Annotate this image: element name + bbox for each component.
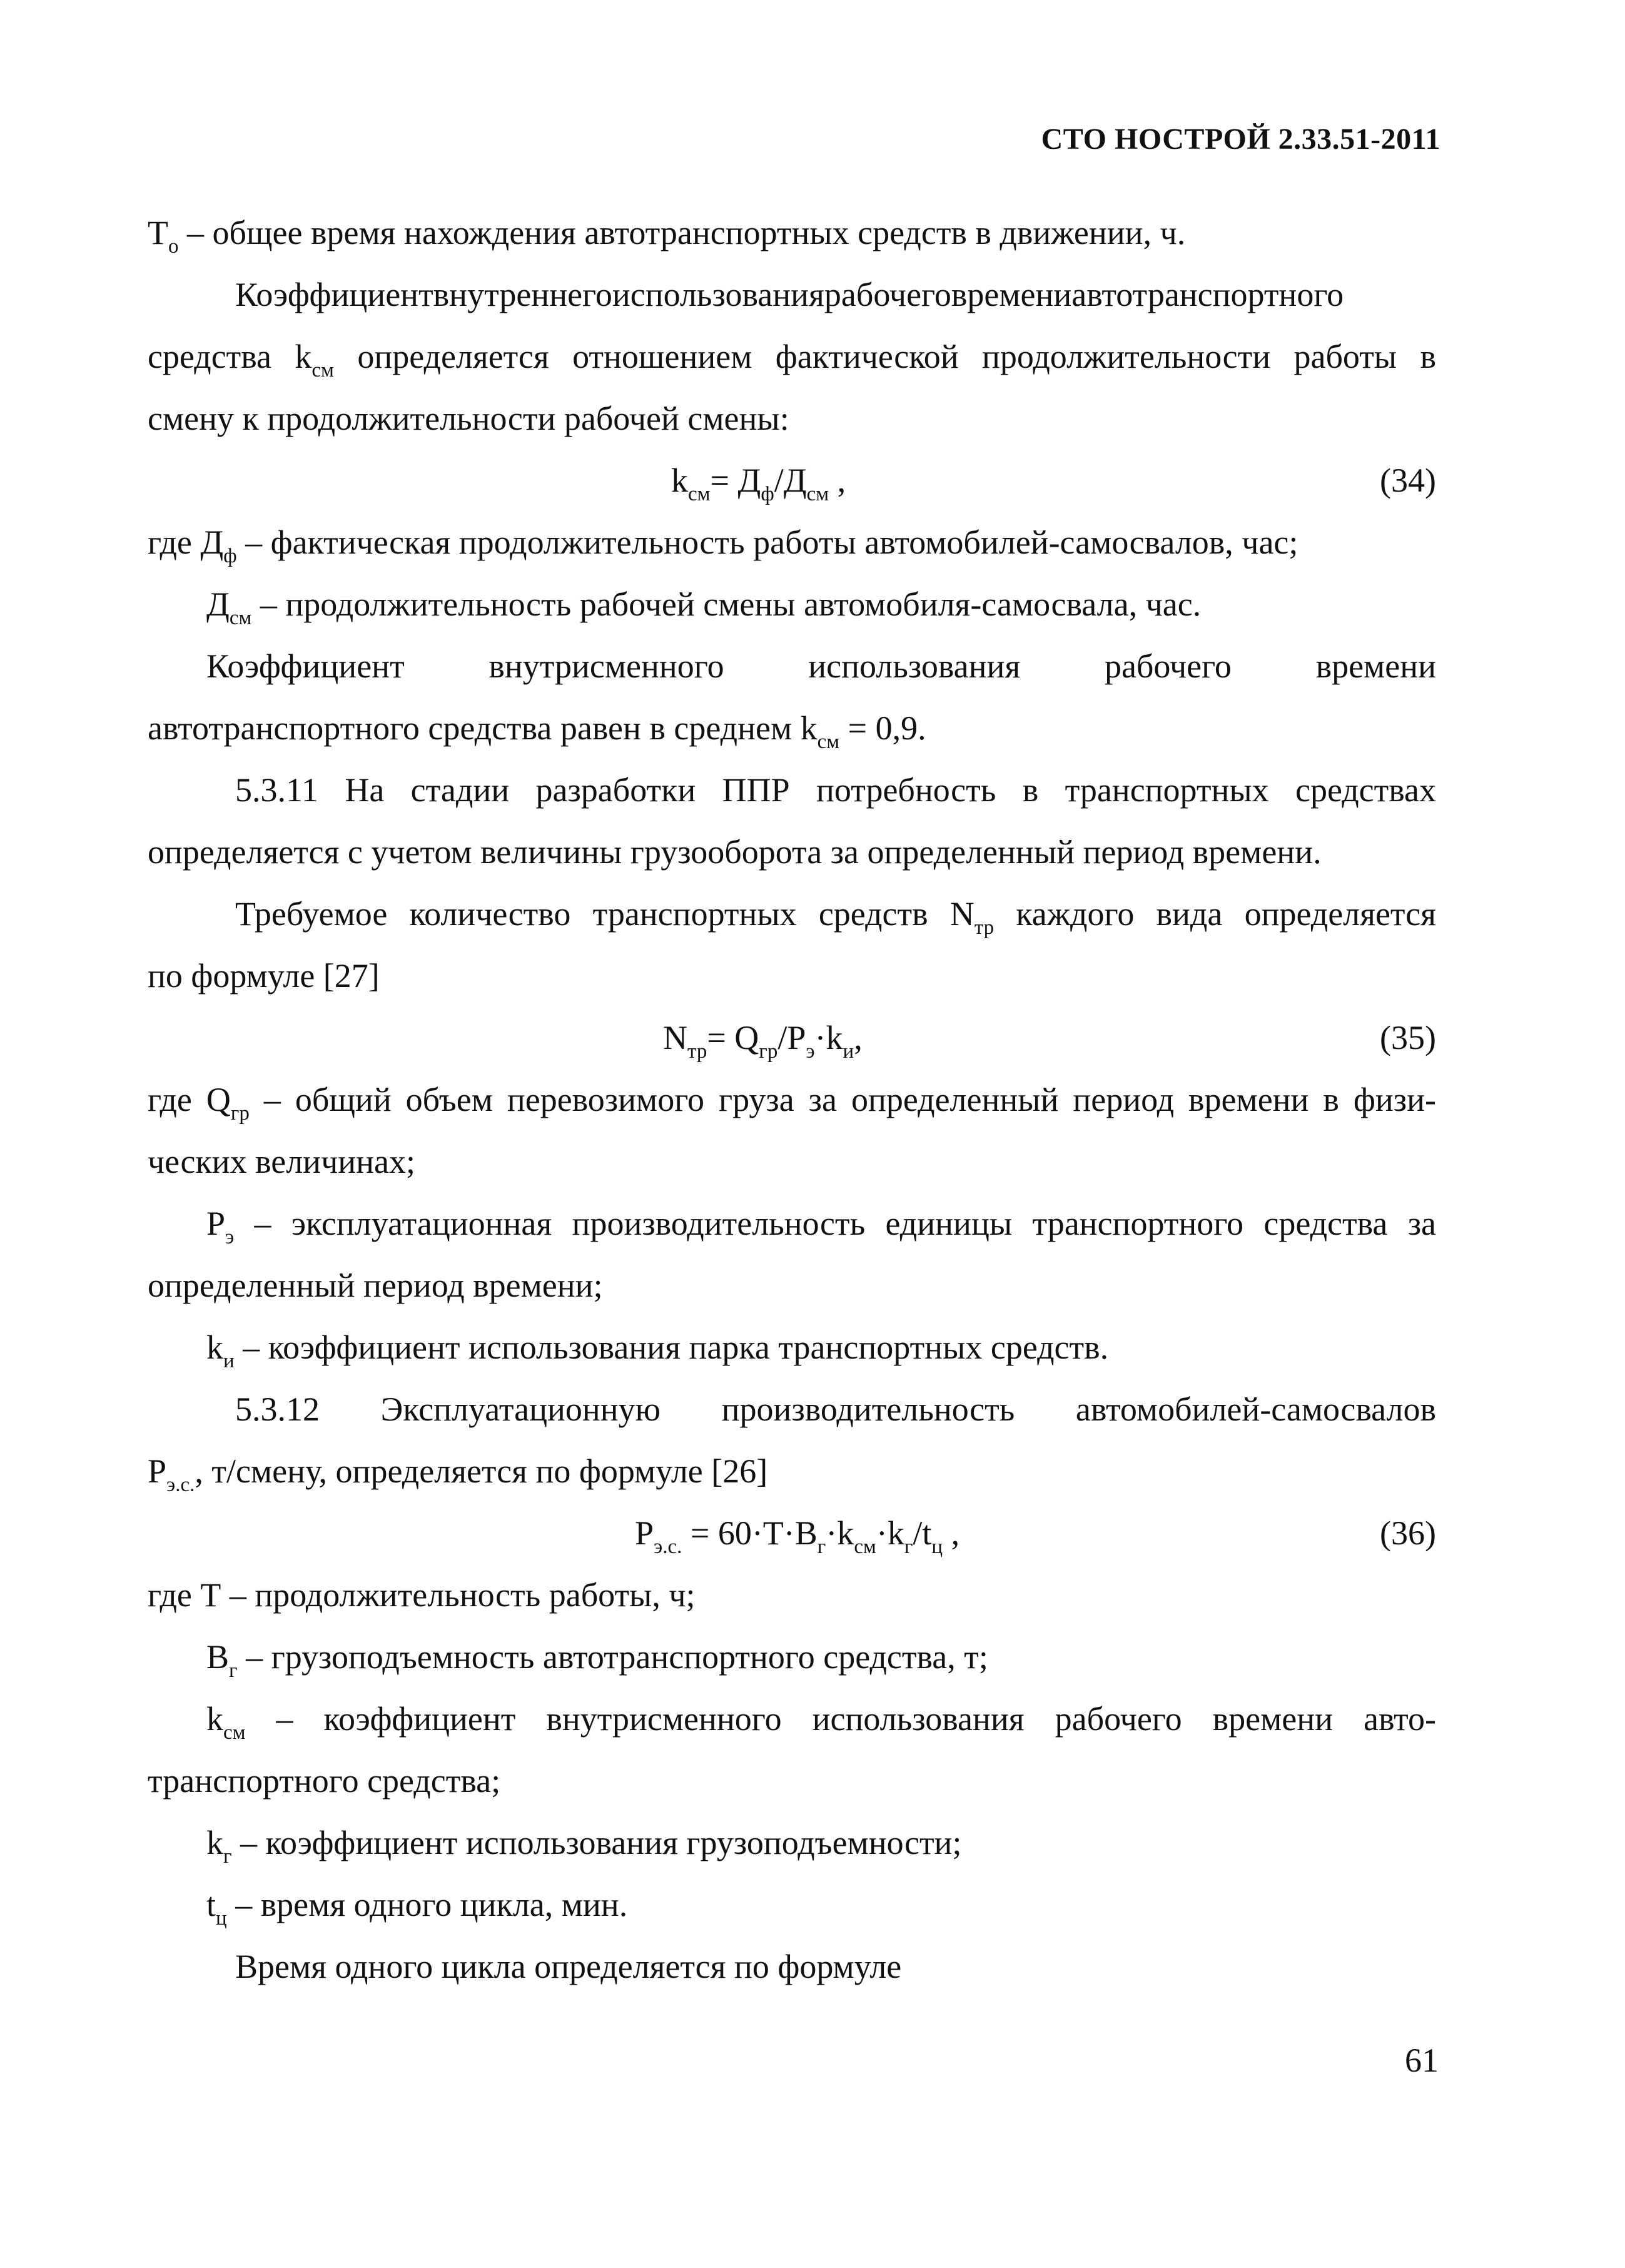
equation-number: (35) bbox=[1380, 1019, 1436, 1056]
text: определяется с учетом величины грузооборота за определенный период времени. bbox=[148, 833, 1322, 871]
formula-part: Р bbox=[635, 1514, 654, 1552]
text-line bbox=[235, 770, 1436, 810]
subscript: э.с. bbox=[654, 1536, 682, 1558]
text: средства k bbox=[148, 338, 312, 375]
text-line bbox=[206, 1637, 1495, 1682]
subscript: тр bbox=[974, 916, 995, 939]
text: – коэффициент внутрисменного использования рабочего времени авто- bbox=[245, 1700, 1436, 1738]
text-line bbox=[148, 522, 1436, 567]
subscript: гр bbox=[230, 1102, 250, 1125]
text: Р bbox=[148, 1452, 167, 1490]
formula-part: = Д bbox=[710, 462, 761, 499]
formula-35 bbox=[663, 1018, 863, 1063]
formula-part: = 60·Т·В bbox=[682, 1514, 818, 1552]
text: k bbox=[206, 1824, 223, 1861]
text-line bbox=[206, 1699, 1436, 1744]
subscript: см bbox=[688, 483, 711, 505]
equation-number: (36) bbox=[1380, 1514, 1436, 1552]
subscript: см bbox=[854, 1536, 876, 1558]
subscript: ц bbox=[216, 1907, 227, 1930]
text: каждого вида определяется bbox=[994, 895, 1436, 933]
text-line bbox=[148, 708, 1436, 753]
text-line bbox=[148, 398, 1436, 438]
text-line bbox=[206, 1823, 1495, 1868]
subscript: см bbox=[311, 359, 334, 382]
text: Время одного цикла определяется по формуле bbox=[235, 1948, 902, 1985]
text: 5.3.12 Эксплуатационную производительность автомобилей-самосвалов bbox=[235, 1390, 1436, 1428]
text: Коэффициентвнутреннегоиспользованиярабочеговремениавтотранспортного bbox=[235, 276, 1344, 313]
subscript: и bbox=[843, 1040, 854, 1063]
text-line bbox=[148, 1761, 1436, 1801]
subscript: э bbox=[806, 1040, 815, 1063]
subscript: о bbox=[168, 235, 179, 258]
subscript: г bbox=[223, 1845, 232, 1868]
text: – продолжительность рабочей смены автомобиля-самосвала, час. bbox=[251, 585, 1202, 623]
text: В bbox=[206, 1638, 230, 1676]
formula-part: /t bbox=[913, 1514, 932, 1552]
text-line bbox=[206, 584, 1495, 629]
text-line bbox=[235, 275, 1436, 315]
formula-part: /Д bbox=[774, 462, 807, 499]
text: Требуемое количество транспортных средств N bbox=[235, 895, 974, 933]
text: ческих величинах; bbox=[148, 1143, 415, 1180]
page-number: 61 bbox=[1405, 2042, 1439, 2079]
text-line bbox=[206, 1885, 1495, 1930]
text-line bbox=[148, 337, 1436, 382]
text-line bbox=[148, 1451, 1436, 1496]
equation-number: (34) bbox=[1380, 462, 1436, 499]
formula-part: ·k bbox=[826, 1514, 854, 1552]
formula-part: N bbox=[663, 1019, 687, 1056]
text: транспортного средства; bbox=[148, 1762, 501, 1800]
text: где Т – продолжительность работы, ч; bbox=[148, 1576, 696, 1614]
formula-part: /Р bbox=[777, 1019, 806, 1056]
text: определяется отношением фактической продолжительности работы в bbox=[333, 338, 1436, 375]
text: где Д bbox=[148, 524, 224, 561]
text: k bbox=[206, 1329, 223, 1366]
subscript: г bbox=[817, 1536, 826, 1558]
text: – грузоподъемность автотранспортного средства, т; bbox=[237, 1638, 988, 1676]
text-line bbox=[148, 213, 1436, 258]
text-line bbox=[206, 1327, 1495, 1372]
text: – общее время нахождения автотранспортных средств в движении, ч. bbox=[178, 214, 1186, 251]
text-line bbox=[206, 1203, 1436, 1248]
subscript: см bbox=[229, 607, 252, 629]
text-line bbox=[206, 646, 1436, 686]
text: – время одного цикла, мин. bbox=[226, 1886, 628, 1923]
subscript: г bbox=[229, 1659, 238, 1682]
text: k bbox=[206, 1700, 223, 1738]
text: – фактическая продолжительность работы автомобилей-самосвалов, час; bbox=[236, 524, 1298, 561]
formula-34 bbox=[671, 460, 846, 505]
text-line bbox=[235, 1389, 1436, 1429]
formula-part: k bbox=[671, 462, 688, 499]
text-line bbox=[148, 1142, 1436, 1182]
text: определенный период времени; bbox=[148, 1267, 603, 1304]
subscript: тр bbox=[687, 1040, 707, 1063]
text: – коэффициент использования парка транспортных средств. bbox=[234, 1329, 1109, 1366]
symbol: Т bbox=[148, 214, 168, 251]
text: автотранспортного средства равен в среднем k bbox=[148, 709, 818, 747]
formula-part: , bbox=[829, 462, 846, 499]
formula-part: = Q bbox=[707, 1019, 759, 1056]
formula-36 bbox=[635, 1513, 960, 1558]
formula-part: ·k bbox=[814, 1019, 843, 1056]
text-line bbox=[148, 1080, 1436, 1125]
text: где Q bbox=[148, 1081, 231, 1118]
text: – эксплуатационная производительность единицы транспортного средства за bbox=[234, 1205, 1436, 1242]
subscript: см bbox=[223, 1721, 246, 1744]
text-line bbox=[148, 956, 1436, 996]
text-line bbox=[148, 1265, 1436, 1305]
subscript: ц bbox=[931, 1536, 943, 1558]
formula-part: ·k bbox=[876, 1514, 904, 1552]
text: = 0,9. bbox=[839, 709, 926, 747]
formula-part: , bbox=[943, 1514, 960, 1552]
subscript: и bbox=[223, 1350, 235, 1372]
subscript: гр bbox=[759, 1040, 778, 1063]
subscript: э.с. bbox=[166, 1474, 195, 1496]
subscript: ф bbox=[223, 545, 237, 567]
text: , т/смену, определяется по формуле [26] bbox=[195, 1452, 768, 1490]
text: – коэффициент использования грузоподъемности; bbox=[231, 1824, 962, 1861]
text-line bbox=[235, 894, 1436, 939]
text: по формуле [27] bbox=[148, 957, 380, 995]
subscript: см bbox=[806, 483, 829, 505]
text: – общий объем перевозимого груза за определенный период времени в физи- bbox=[249, 1081, 1436, 1118]
subscript: г bbox=[904, 1536, 913, 1558]
text: t bbox=[206, 1886, 216, 1923]
subscript: ф bbox=[761, 483, 774, 505]
text-line bbox=[235, 1947, 1524, 1987]
text: Коэффициент внутрисменного использования рабочего времени bbox=[206, 647, 1436, 685]
formula-part: , bbox=[854, 1019, 863, 1056]
text-line bbox=[148, 1575, 1436, 1615]
text-line bbox=[148, 832, 1436, 872]
subscript: э bbox=[225, 1226, 235, 1248]
text: Р bbox=[206, 1205, 226, 1242]
text: Д bbox=[206, 585, 230, 623]
text: 5.3.11 На стадии разработки ППР потребность в транспортных средствах bbox=[235, 771, 1436, 809]
subscript: см bbox=[817, 731, 840, 753]
text: смену к продолжительности рабочей смены: bbox=[148, 400, 789, 437]
document-header: СТО НОСТРОЙ 2.33.51-2011 bbox=[1041, 123, 1440, 156]
